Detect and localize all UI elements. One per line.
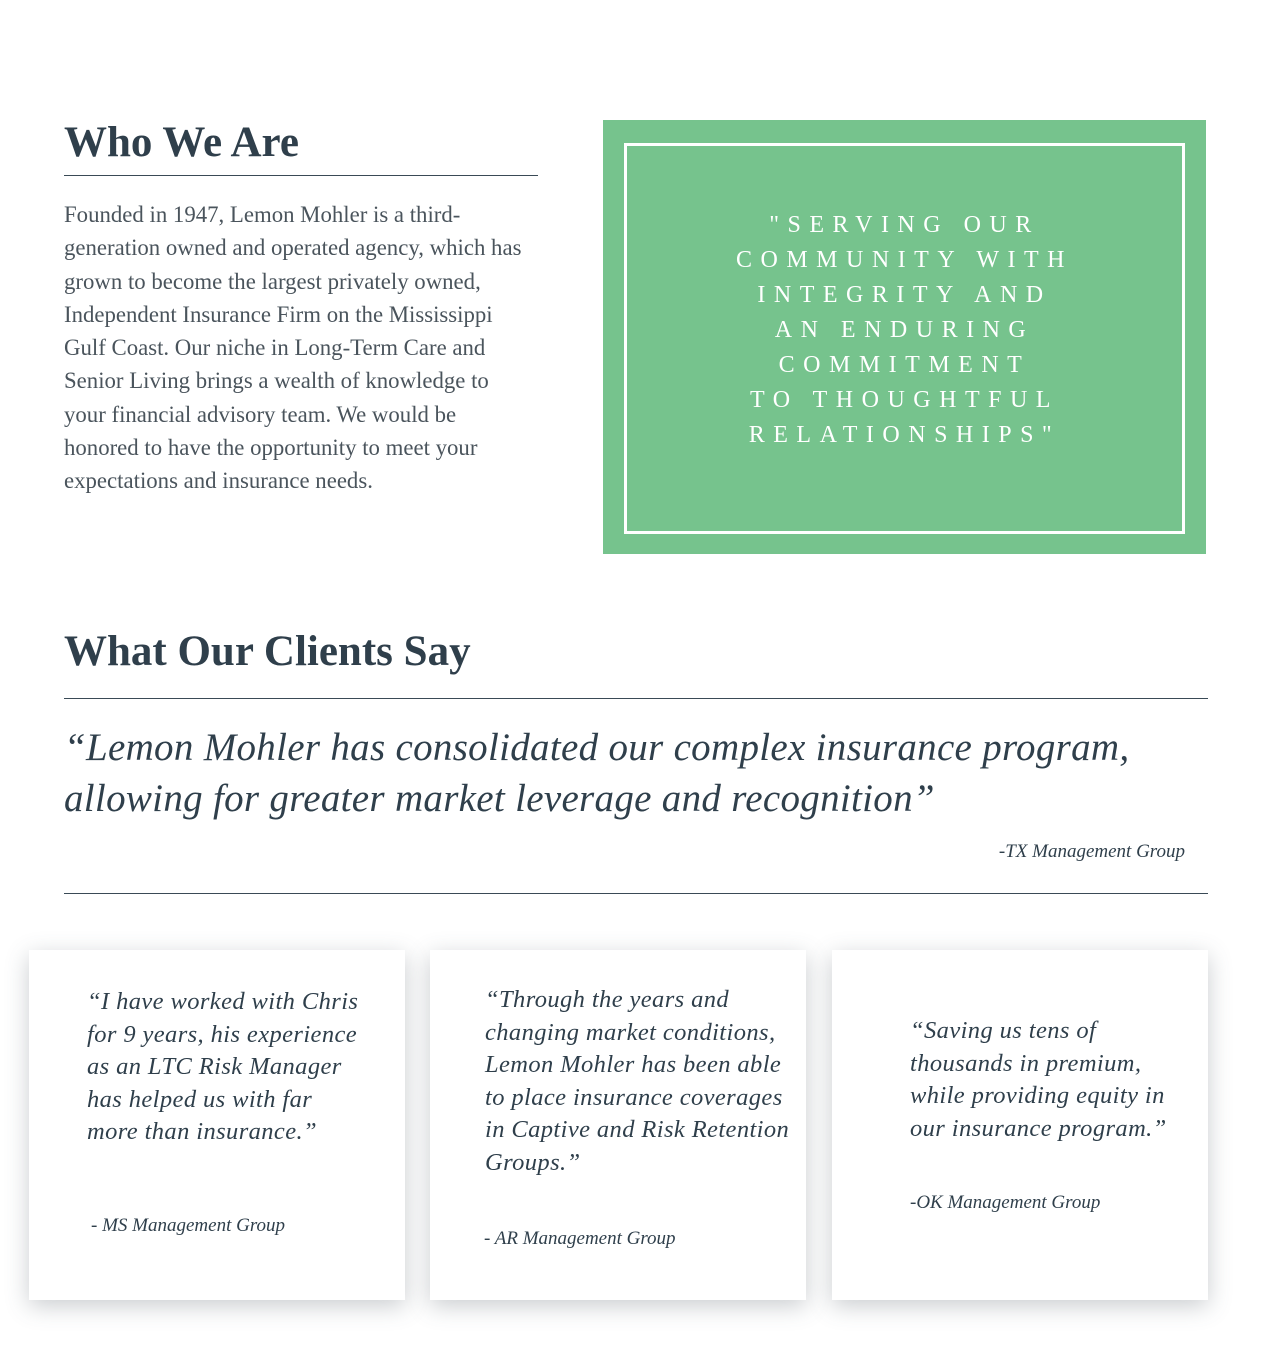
featured-testimonial-attribution: -TX Management Group (998, 841, 1185, 862)
testimonial-quote: “I have worked with Chris for 9 years, his experience as an LTC Risk Manager has helped us with far more than insurance.” (87, 988, 359, 1146)
mission-quote-box (603, 120, 1206, 554)
mission-line: COMMITMENT (778, 352, 1031, 378)
mission-line: RELATIONSHIPS" (748, 422, 1061, 448)
testimonial-card (29, 950, 405, 1300)
who-we-are-body: Founded in 1947, Lemon Mohler is a third-generation owned and operated agency, which has grown to become the largest privately owned, Independent Insurance Firm on the Mississippi Gulf Coast. Our niche in Long-Term Care and Senior Living brings a wealth of knowledge to your financial advisory team. We would be honored to have the opportunity to meet your expectations and insurance needs. (64, 202, 522, 494)
mission-line: "SERVING OUR (769, 212, 1040, 238)
mission-quote-text (627, 208, 1182, 453)
mission-line: AN ENDURING (774, 317, 1035, 343)
mission-line: TO THOUGHTFUL (750, 387, 1059, 413)
featured-testimonial-quote: “Lemon Mohler has consolidated our complex insurance program, allowing for greater market leverage and recognition” (64, 726, 1130, 820)
testimonial-attribution: -OK Management Group (910, 1192, 1101, 1213)
testimonial-quote: “Saving us tens of thousands in premium, while providing equity in our insurance program.” (910, 1017, 1167, 1142)
testimonial-quote: “Through the years and changing market conditions, Lemon Mohler has been able to place insurance coverages in Captive and Risk Retention Groups.” (485, 986, 790, 1176)
testimonial-attribution: - AR Management Group (484, 1228, 676, 1249)
featured-quote-top-divider (64, 698, 1208, 699)
testimonial-attribution: - MS Management Group (91, 1215, 286, 1236)
who-we-are-divider (64, 175, 538, 176)
mission-line: INTEGRITY AND (757, 282, 1052, 308)
who-we-are-heading: Who We Are (64, 119, 299, 166)
testimonial-card (430, 950, 806, 1300)
featured-quote-bottom-divider (64, 893, 1208, 894)
mission-line: COMMUNITY WITH (736, 247, 1073, 273)
testimonial-card (832, 950, 1208, 1300)
clients-heading: What Our Clients Say (64, 628, 471, 675)
mission-quote-frame (624, 143, 1185, 534)
